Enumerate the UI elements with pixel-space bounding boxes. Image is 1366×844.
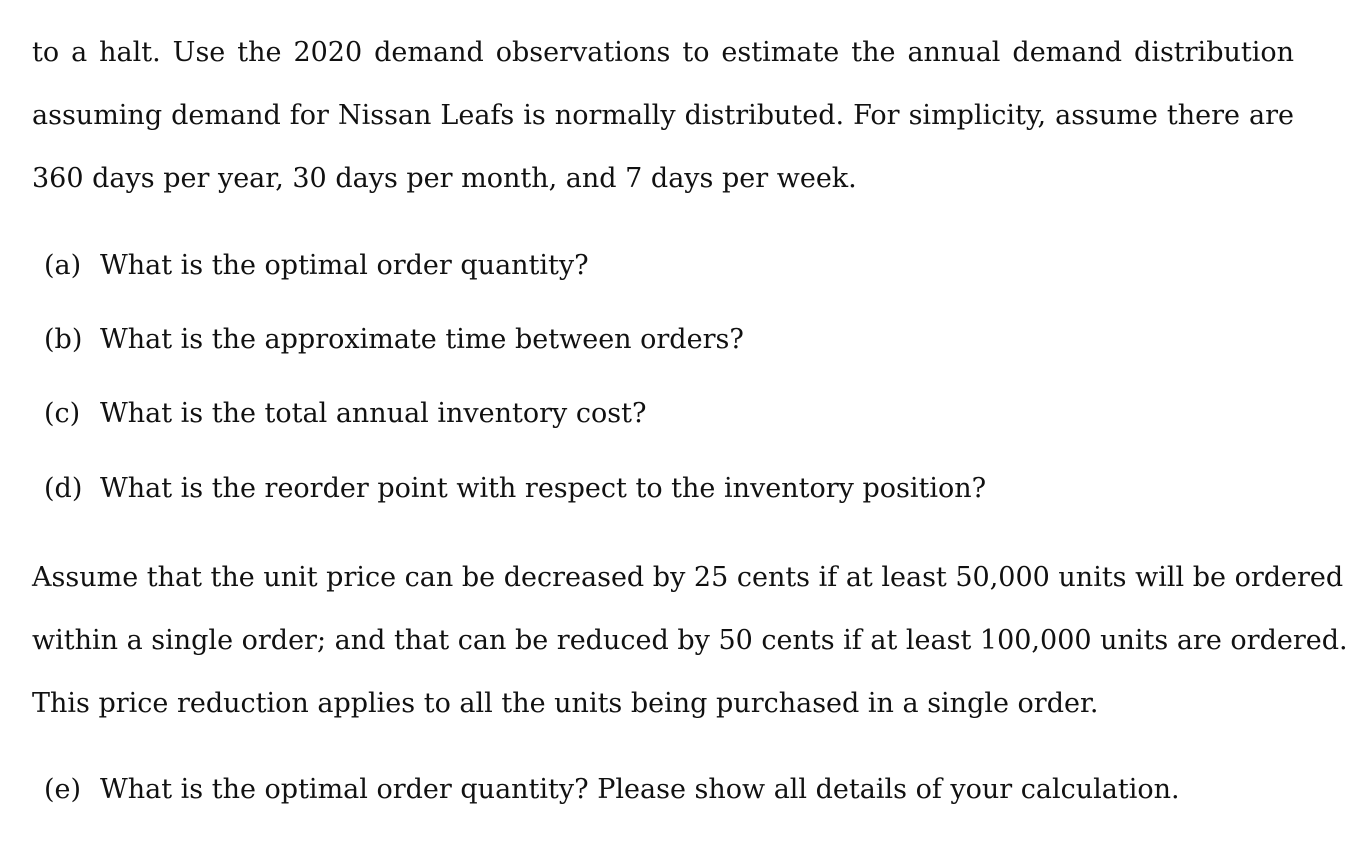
question-e — [44, 770, 1180, 810]
intro-line-2: assuming demand for Nissan Leafs is normally distributed. For simplicity, assume there are — [32, 100, 1294, 131]
intro-line-1: to a halt. Use the 2020 demand observations to estimate the annual demand distribution — [32, 37, 1294, 68]
question-b — [44, 320, 744, 360]
question-b-text: What is the approximate time between orders? — [100, 324, 744, 355]
assumption-line-1: Assume that the unit price can be decreased by 25 cents if at least 50,000 units will be ordered — [32, 562, 1344, 593]
assumption-paragraph — [32, 546, 1348, 735]
question-d-text: What is the reorder point with respect to the inventory position? — [100, 473, 987, 504]
question-d-marker: (d) — [44, 473, 83, 504]
question-a-text: What is the optimal order quantity? — [100, 250, 589, 281]
question-d — [44, 469, 986, 509]
question-c-text: What is the total annual inventory cost? — [100, 398, 647, 429]
question-c — [44, 394, 646, 434]
question-c-marker: (c) — [44, 398, 81, 429]
assumption-line-3: This price reduction applies to all the units being purchased in a single order. — [32, 688, 1099, 719]
assumption-line-2: within a single order; and that can be reduced by 50 cents if at least 100,000 units are ordered. — [32, 625, 1348, 656]
question-b-marker: (b) — [44, 324, 83, 355]
document-page — [32, 0, 1348, 844]
intro-line-3: 360 days per year, 30 days per month, and 7 days per week. — [32, 163, 857, 194]
question-e-text: What is the optimal order quantity? Please show all details of your calculation. — [100, 774, 1180, 805]
question-a — [44, 246, 589, 286]
question-a-marker: (a) — [44, 250, 82, 281]
intro-paragraph — [32, 21, 1294, 210]
question-e-marker: (e) — [44, 774, 82, 805]
